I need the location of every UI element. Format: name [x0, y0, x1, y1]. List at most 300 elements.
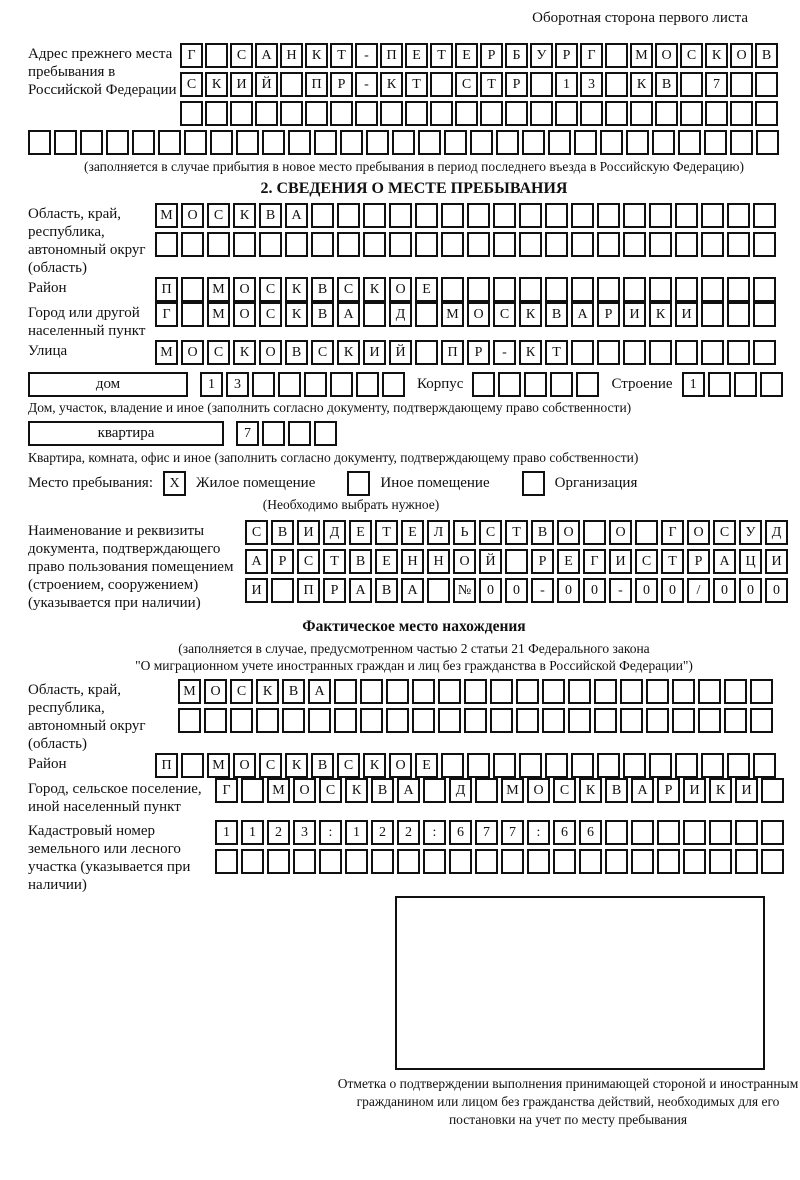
char-box[interactable] [210, 130, 233, 155]
char-box[interactable] [701, 302, 724, 327]
char-box[interactable] [605, 43, 628, 68]
char-box[interactable]: К [233, 340, 256, 365]
checkbox-residential[interactable]: X [163, 471, 186, 496]
char-box[interactable]: К [380, 72, 403, 97]
char-box[interactable] [363, 302, 386, 327]
char-box[interactable]: Р [480, 43, 503, 68]
char-box[interactable] [475, 849, 498, 874]
char-box[interactable]: К [363, 277, 386, 302]
char-box[interactable]: - [355, 72, 378, 97]
char-box[interactable]: О [233, 753, 256, 778]
char-box[interactable]: - [609, 578, 632, 603]
char-box[interactable] [430, 101, 453, 126]
char-box[interactable] [594, 679, 617, 704]
char-box[interactable] [441, 753, 464, 778]
char-box[interactable] [371, 849, 394, 874]
char-box[interactable]: О [181, 203, 204, 228]
char-box[interactable]: А [631, 778, 654, 803]
char-box[interactable] [649, 232, 672, 257]
char-box[interactable]: Т [661, 549, 684, 574]
char-box[interactable] [730, 130, 753, 155]
char-box[interactable] [698, 708, 721, 733]
char-box[interactable] [412, 708, 435, 733]
char-box[interactable] [580, 101, 603, 126]
char-box[interactable] [415, 203, 438, 228]
char-box[interactable]: А [285, 203, 308, 228]
house-type-box[interactable]: дом [28, 372, 188, 397]
char-box[interactable] [267, 849, 290, 874]
char-box[interactable] [583, 520, 606, 545]
char-box[interactable]: 0 [557, 578, 580, 603]
char-box[interactable] [730, 101, 753, 126]
char-box[interactable]: П [155, 277, 178, 302]
char-box[interactable] [698, 679, 721, 704]
char-box[interactable]: Ь [453, 520, 476, 545]
char-box[interactable] [405, 101, 428, 126]
char-box[interactable]: 1 [200, 372, 223, 397]
char-box[interactable]: 6 [449, 820, 472, 845]
char-box[interactable]: В [531, 520, 554, 545]
char-box[interactable] [205, 101, 228, 126]
char-box[interactable] [271, 578, 294, 603]
char-box[interactable]: К [649, 302, 672, 327]
char-box[interactable]: 3 [226, 372, 249, 397]
char-box[interactable]: И [675, 302, 698, 327]
char-box[interactable]: Г [583, 549, 606, 574]
char-box[interactable] [293, 849, 316, 874]
char-box[interactable]: 0 [739, 578, 762, 603]
char-box[interactable] [441, 232, 464, 257]
char-box[interactable] [330, 372, 353, 397]
char-box[interactable]: Г [215, 778, 238, 803]
char-box[interactable] [334, 679, 357, 704]
char-box[interactable]: Й [479, 549, 502, 574]
char-box[interactable]: 2 [397, 820, 420, 845]
char-box[interactable]: М [267, 778, 290, 803]
char-box[interactable] [282, 708, 305, 733]
char-box[interactable]: К [233, 203, 256, 228]
char-box[interactable] [594, 708, 617, 733]
char-box[interactable] [252, 372, 275, 397]
char-box[interactable]: 7 [705, 72, 728, 97]
char-box[interactable]: С [319, 778, 342, 803]
char-box[interactable]: 1 [345, 820, 368, 845]
char-box[interactable] [363, 203, 386, 228]
char-box[interactable]: В [311, 753, 334, 778]
char-box[interactable] [178, 708, 201, 733]
char-box[interactable] [423, 849, 446, 874]
char-box[interactable] [672, 679, 695, 704]
char-box[interactable] [724, 708, 747, 733]
char-box[interactable] [158, 130, 181, 155]
char-box[interactable] [472, 372, 495, 397]
char-box[interactable]: С [259, 753, 282, 778]
char-box[interactable]: В [285, 340, 308, 365]
char-box[interactable]: 7 [501, 820, 524, 845]
char-box[interactable] [568, 679, 591, 704]
char-box[interactable]: Е [375, 549, 398, 574]
char-box[interactable] [755, 72, 778, 97]
char-box[interactable]: К [519, 340, 542, 365]
char-box[interactable]: К [256, 679, 279, 704]
char-box[interactable]: А [349, 578, 372, 603]
char-box[interactable]: С [455, 72, 478, 97]
char-box[interactable]: В [605, 778, 628, 803]
char-box[interactable] [701, 753, 724, 778]
char-box[interactable]: Р [271, 549, 294, 574]
char-box[interactable] [735, 820, 758, 845]
char-box[interactable]: : [423, 820, 446, 845]
char-box[interactable] [389, 203, 412, 228]
char-box[interactable]: В [349, 549, 372, 574]
char-box[interactable] [545, 753, 568, 778]
char-box[interactable]: М [207, 302, 230, 327]
char-box[interactable]: М [207, 753, 230, 778]
char-box[interactable] [605, 849, 628, 874]
char-box[interactable]: 7 [236, 421, 259, 446]
char-box[interactable]: Е [415, 277, 438, 302]
char-box[interactable] [427, 578, 450, 603]
char-box[interactable] [423, 778, 446, 803]
char-box[interactable]: С [337, 753, 360, 778]
apartment-type-box[interactable]: квартира [28, 421, 224, 446]
char-box[interactable]: - [531, 578, 554, 603]
char-box[interactable]: И [765, 549, 788, 574]
char-box[interactable]: С [493, 302, 516, 327]
char-box[interactable] [397, 849, 420, 874]
char-box[interactable] [571, 232, 594, 257]
char-box[interactable]: Н [280, 43, 303, 68]
char-box[interactable] [571, 277, 594, 302]
char-box[interactable]: О [655, 43, 678, 68]
char-box[interactable] [184, 130, 207, 155]
char-box[interactable] [241, 849, 264, 874]
char-box[interactable] [597, 753, 620, 778]
char-box[interactable] [464, 708, 487, 733]
char-box[interactable]: К [519, 302, 542, 327]
char-box[interactable] [649, 340, 672, 365]
char-box[interactable] [386, 708, 409, 733]
char-box[interactable]: Р [657, 778, 680, 803]
char-box[interactable] [467, 277, 490, 302]
char-box[interactable] [730, 72, 753, 97]
char-box[interactable]: К [579, 778, 602, 803]
char-box[interactable]: У [530, 43, 553, 68]
char-box[interactable]: О [259, 340, 282, 365]
char-box[interactable]: Е [405, 43, 428, 68]
char-box[interactable] [761, 778, 784, 803]
char-box[interactable]: И [363, 340, 386, 365]
char-box[interactable]: 2 [371, 820, 394, 845]
char-box[interactable]: С [297, 549, 320, 574]
char-box[interactable]: С [259, 277, 282, 302]
char-box[interactable] [132, 130, 155, 155]
char-box[interactable] [181, 302, 204, 327]
char-box[interactable] [241, 778, 264, 803]
char-box[interactable]: А [308, 679, 331, 704]
char-box[interactable] [314, 130, 337, 155]
char-box[interactable]: Г [180, 43, 203, 68]
char-box[interactable] [80, 130, 103, 155]
char-box[interactable]: Т [545, 340, 568, 365]
char-box[interactable]: П [305, 72, 328, 97]
char-box[interactable] [527, 849, 550, 874]
char-box[interactable]: С [230, 43, 253, 68]
char-box[interactable]: О [293, 778, 316, 803]
char-box[interactable] [550, 372, 573, 397]
char-box[interactable] [438, 679, 461, 704]
checkbox-other-premises[interactable] [347, 471, 370, 496]
char-box[interactable]: О [204, 679, 227, 704]
char-box[interactable] [657, 820, 680, 845]
char-box[interactable]: С [207, 340, 230, 365]
char-box[interactable] [230, 101, 253, 126]
char-box[interactable]: К [337, 340, 360, 365]
char-box[interactable] [727, 302, 750, 327]
char-box[interactable]: М [501, 778, 524, 803]
char-box[interactable] [505, 101, 528, 126]
char-box[interactable]: : [319, 820, 342, 845]
char-box[interactable] [755, 101, 778, 126]
char-box[interactable]: Р [505, 72, 528, 97]
char-box[interactable] [620, 679, 643, 704]
char-box[interactable] [620, 708, 643, 733]
char-box[interactable]: С [311, 340, 334, 365]
char-box[interactable] [207, 232, 230, 257]
char-box[interactable] [649, 203, 672, 228]
char-box[interactable]: К [345, 778, 368, 803]
checkbox-organization[interactable] [522, 471, 545, 496]
char-box[interactable]: С [259, 302, 282, 327]
char-box[interactable] [480, 101, 503, 126]
char-box[interactable] [605, 72, 628, 97]
char-box[interactable] [680, 72, 703, 97]
char-box[interactable]: С [245, 520, 268, 545]
char-box[interactable]: Г [661, 520, 684, 545]
char-box[interactable]: В [259, 203, 282, 228]
char-box[interactable] [493, 753, 516, 778]
char-box[interactable] [415, 340, 438, 365]
char-box[interactable] [155, 232, 178, 257]
char-box[interactable] [753, 232, 776, 257]
char-box[interactable] [262, 130, 285, 155]
char-box[interactable]: О [181, 340, 204, 365]
char-box[interactable] [542, 679, 565, 704]
char-box[interactable]: Н [401, 549, 424, 574]
char-box[interactable]: Л [427, 520, 450, 545]
char-box[interactable]: 3 [293, 820, 316, 845]
char-box[interactable] [626, 130, 649, 155]
char-box[interactable]: М [155, 340, 178, 365]
char-box[interactable] [545, 232, 568, 257]
char-box[interactable]: Т [405, 72, 428, 97]
char-box[interactable] [579, 849, 602, 874]
char-box[interactable] [761, 849, 784, 874]
char-box[interactable] [649, 277, 672, 302]
char-box[interactable] [597, 232, 620, 257]
char-box[interactable] [337, 203, 360, 228]
char-box[interactable] [724, 679, 747, 704]
char-box[interactable]: 1 [555, 72, 578, 97]
char-box[interactable] [181, 232, 204, 257]
char-box[interactable] [597, 340, 620, 365]
char-box[interactable]: С [337, 277, 360, 302]
char-box[interactable] [467, 753, 490, 778]
char-box[interactable] [412, 679, 435, 704]
char-box[interactable] [605, 820, 628, 845]
char-box[interactable] [760, 372, 783, 397]
char-box[interactable] [288, 130, 311, 155]
char-box[interactable]: Ц [739, 549, 762, 574]
char-box[interactable]: Е [401, 520, 424, 545]
char-box[interactable] [708, 372, 731, 397]
char-box[interactable] [106, 130, 129, 155]
char-box[interactable] [672, 708, 695, 733]
char-box[interactable]: Р [597, 302, 620, 327]
char-box[interactable] [311, 203, 334, 228]
char-box[interactable]: Т [480, 72, 503, 97]
char-box[interactable] [490, 708, 513, 733]
char-box[interactable] [360, 708, 383, 733]
char-box[interactable] [441, 277, 464, 302]
char-box[interactable] [516, 679, 539, 704]
char-box[interactable] [314, 421, 337, 446]
char-box[interactable] [498, 372, 521, 397]
char-box[interactable]: О [233, 277, 256, 302]
char-box[interactable]: К [285, 277, 308, 302]
char-box[interactable] [493, 277, 516, 302]
char-box[interactable]: В [375, 578, 398, 603]
char-box[interactable] [597, 277, 620, 302]
char-box[interactable]: Г [155, 302, 178, 327]
char-box[interactable]: 6 [579, 820, 602, 845]
char-box[interactable] [675, 232, 698, 257]
char-box[interactable]: О [389, 753, 412, 778]
char-box[interactable]: Р [687, 549, 710, 574]
char-box[interactable] [545, 203, 568, 228]
char-box[interactable]: Т [375, 520, 398, 545]
char-box[interactable] [545, 277, 568, 302]
char-box[interactable] [308, 708, 331, 733]
char-box[interactable]: Е [557, 549, 580, 574]
char-box[interactable] [631, 820, 654, 845]
char-box[interactable]: Р [330, 72, 353, 97]
char-box[interactable] [389, 232, 412, 257]
char-box[interactable]: М [155, 203, 178, 228]
char-box[interactable]: М [207, 277, 230, 302]
char-box[interactable] [363, 232, 386, 257]
char-box[interactable] [392, 130, 415, 155]
char-box[interactable]: / [687, 578, 710, 603]
char-box[interactable] [675, 753, 698, 778]
char-box[interactable]: 0 [479, 578, 502, 603]
char-box[interactable] [54, 130, 77, 155]
char-box[interactable]: А [401, 578, 424, 603]
char-box[interactable]: В [311, 302, 334, 327]
char-box[interactable] [355, 101, 378, 126]
char-box[interactable]: П [297, 578, 320, 603]
char-box[interactable]: П [441, 340, 464, 365]
char-box[interactable] [571, 753, 594, 778]
char-box[interactable] [386, 679, 409, 704]
char-box[interactable]: С [230, 679, 253, 704]
char-box[interactable]: Б [505, 43, 528, 68]
char-box[interactable] [304, 372, 327, 397]
char-box[interactable]: - [493, 340, 516, 365]
char-box[interactable]: О [233, 302, 256, 327]
char-box[interactable]: Р [467, 340, 490, 365]
char-box[interactable]: П [155, 753, 178, 778]
char-box[interactable]: А [571, 302, 594, 327]
char-box[interactable] [255, 101, 278, 126]
char-box[interactable] [236, 130, 259, 155]
char-box[interactable] [475, 778, 498, 803]
char-box[interactable] [705, 101, 728, 126]
char-box[interactable]: С [479, 520, 502, 545]
char-box[interactable] [761, 820, 784, 845]
char-box[interactable] [753, 753, 776, 778]
char-box[interactable] [571, 203, 594, 228]
char-box[interactable] [623, 203, 646, 228]
char-box[interactable] [701, 277, 724, 302]
char-box[interactable] [683, 849, 706, 874]
char-box[interactable] [605, 101, 628, 126]
char-box[interactable] [490, 679, 513, 704]
char-box[interactable]: 0 [765, 578, 788, 603]
char-box[interactable] [675, 340, 698, 365]
char-box[interactable] [623, 340, 646, 365]
char-box[interactable]: К [709, 778, 732, 803]
char-box[interactable] [542, 708, 565, 733]
char-box[interactable] [704, 130, 727, 155]
char-box[interactable]: Т [430, 43, 453, 68]
char-box[interactable] [464, 679, 487, 704]
char-box[interactable] [382, 372, 405, 397]
char-box[interactable] [444, 130, 467, 155]
char-box[interactable] [735, 849, 758, 874]
char-box[interactable]: К [630, 72, 653, 97]
char-box[interactable]: О [557, 520, 580, 545]
char-box[interactable]: 1 [215, 820, 238, 845]
char-box[interactable] [727, 340, 750, 365]
char-box[interactable] [734, 372, 757, 397]
char-box[interactable]: В [655, 72, 678, 97]
char-box[interactable]: Н [427, 549, 450, 574]
char-box[interactable] [181, 277, 204, 302]
char-box[interactable]: И [230, 72, 253, 97]
char-box[interactable] [522, 130, 545, 155]
char-box[interactable] [657, 849, 680, 874]
char-box[interactable]: С [180, 72, 203, 97]
char-box[interactable] [630, 101, 653, 126]
char-box[interactable]: О [527, 778, 550, 803]
char-box[interactable]: И [297, 520, 320, 545]
char-box[interactable] [430, 72, 453, 97]
char-box[interactable]: В [282, 679, 305, 704]
char-box[interactable]: Г [580, 43, 603, 68]
char-box[interactable] [701, 340, 724, 365]
char-box[interactable]: Й [255, 72, 278, 97]
char-box[interactable] [646, 679, 669, 704]
char-box[interactable] [623, 753, 646, 778]
char-box[interactable]: О [687, 520, 710, 545]
char-box[interactable] [205, 43, 228, 68]
char-box[interactable] [600, 130, 623, 155]
char-box[interactable]: В [271, 520, 294, 545]
char-box[interactable]: О [453, 549, 476, 574]
char-box[interactable] [441, 203, 464, 228]
char-box[interactable]: В [311, 277, 334, 302]
